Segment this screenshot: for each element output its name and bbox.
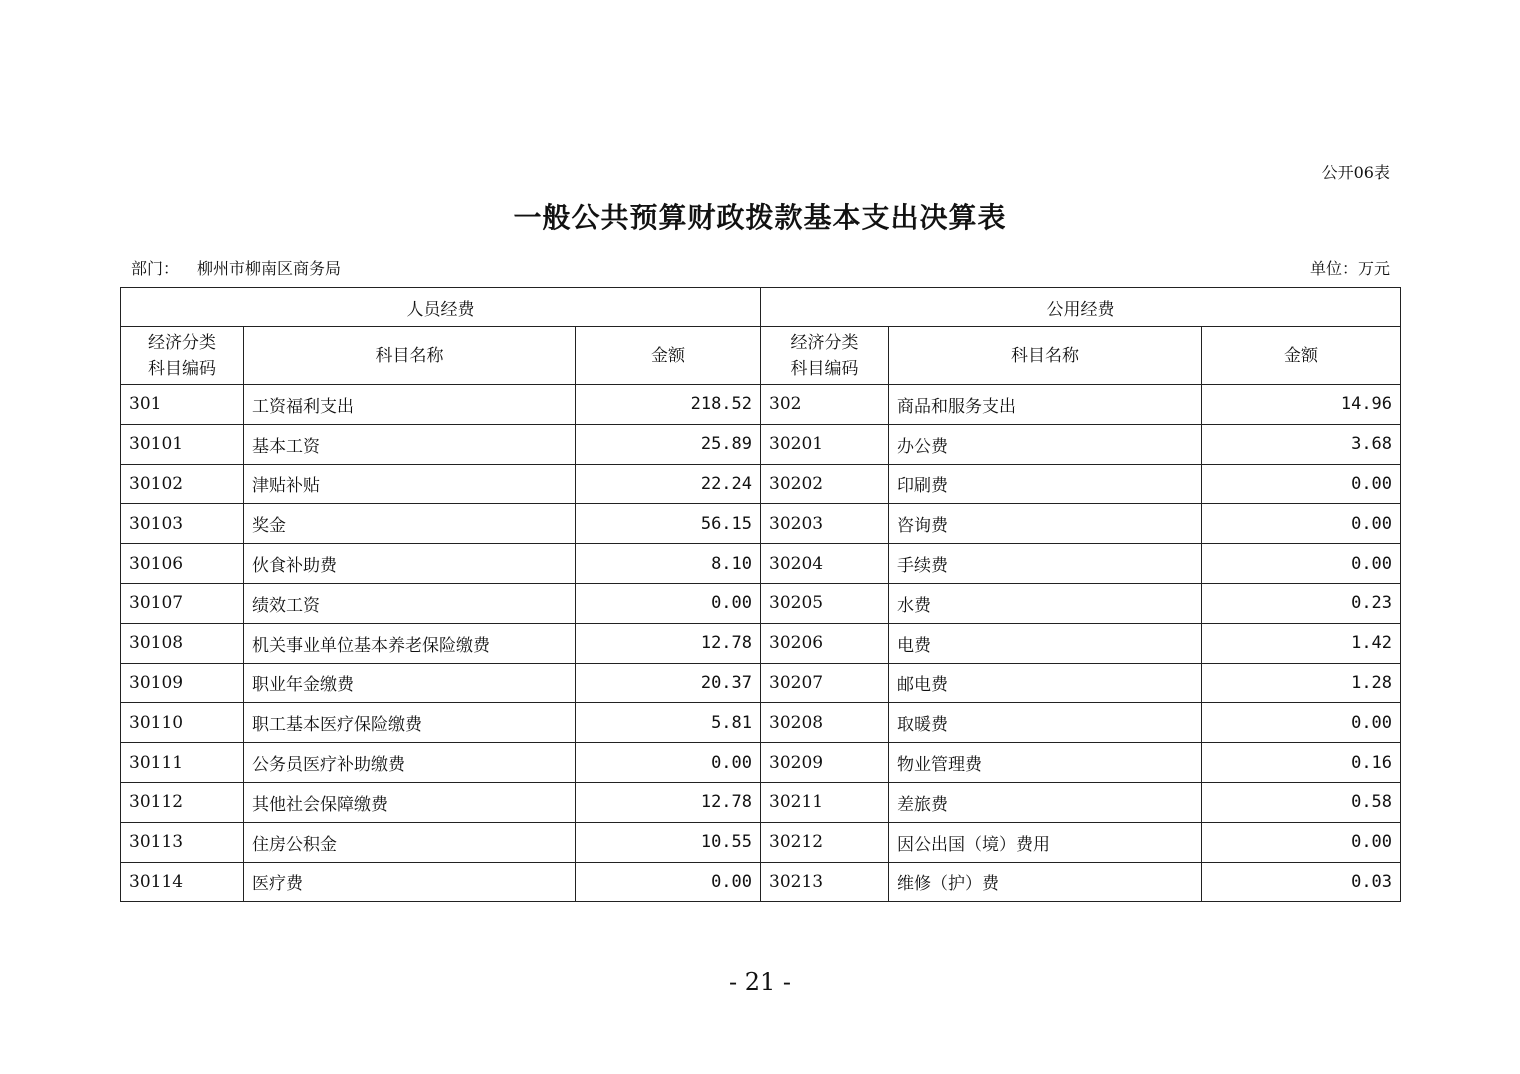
personnel-code-cell: 30110 <box>121 703 244 743</box>
public-code-cell: 30203 <box>761 504 889 544</box>
personnel-amount-cell: 0.00 <box>576 583 761 623</box>
table-row <box>121 385 1401 425</box>
public-code-cell: 30204 <box>761 544 889 584</box>
personnel-amount-cell: 22.24 <box>576 464 761 504</box>
public-code-cell: 30213 <box>761 862 889 902</box>
table-row <box>121 424 1401 464</box>
col-header-code: 经济分类 科目编码 <box>761 327 889 385</box>
page-title: 一般公共预算财政拨款基本支出决算表 <box>513 201 1007 234</box>
col-header-code: 经济分类 科目编码 <box>121 327 244 385</box>
table-row <box>121 504 1401 544</box>
table-row <box>121 663 1401 703</box>
public-name-cell: 商品和服务支出 <box>889 385 1202 425</box>
personnel-amount-cell: 0.00 <box>576 743 761 783</box>
page-number: - 21 - <box>728 968 791 996</box>
personnel-code-cell: 30101 <box>121 424 244 464</box>
personnel-code-cell: 30103 <box>121 504 244 544</box>
form-number: 公开06表 <box>1321 163 1390 182</box>
col-header-amount: 金额 <box>576 327 761 385</box>
personnel-code-cell: 30109 <box>121 663 244 703</box>
public-code-cell: 30212 <box>761 822 889 862</box>
public-amount-cell: 0.00 <box>1202 703 1401 743</box>
public-name-cell: 印刷费 <box>889 464 1202 504</box>
public-code-cell: 30205 <box>761 583 889 623</box>
personnel-name-cell: 职业年金缴费 <box>244 663 576 703</box>
public-name-cell: 因公出国（境）费用 <box>889 822 1202 862</box>
personnel-name-cell: 奖金 <box>244 504 576 544</box>
department-line <box>131 256 341 279</box>
table-row <box>121 544 1401 584</box>
table-row <box>121 623 1401 663</box>
public-name-cell: 差旅费 <box>889 782 1202 822</box>
public-amount-cell: 1.42 <box>1202 623 1401 663</box>
col-header-name: 科目名称 <box>889 327 1202 385</box>
personnel-code-cell: 301 <box>121 385 244 425</box>
public-amount-cell: 0.23 <box>1202 583 1401 623</box>
public-name-cell: 水费 <box>889 583 1202 623</box>
col-header-name: 科目名称 <box>244 327 576 385</box>
table-row <box>121 743 1401 783</box>
public-code-cell: 30201 <box>761 424 889 464</box>
expenditure-table <box>120 287 1401 902</box>
table-row <box>121 862 1401 902</box>
department-name: 柳州市柳南区商务局 <box>197 259 342 278</box>
public-amount-cell: 0.03 <box>1202 862 1401 902</box>
unit-label: 单位：万元 <box>1309 259 1390 278</box>
public-code-cell: 302 <box>761 385 889 425</box>
public-code-cell: 30202 <box>761 464 889 504</box>
public-code-cell: 30208 <box>761 703 889 743</box>
personnel-amount-cell: 5.81 <box>576 703 761 743</box>
personnel-amount-cell: 12.78 <box>576 782 761 822</box>
table-row <box>121 703 1401 743</box>
group-header-personnel: 人员经费 <box>121 288 761 327</box>
personnel-code-cell: 30111 <box>121 743 244 783</box>
group-header-public: 公用经费 <box>761 288 1401 327</box>
table-row <box>121 782 1401 822</box>
personnel-code-cell: 30106 <box>121 544 244 584</box>
personnel-code-cell: 30107 <box>121 583 244 623</box>
personnel-name-cell: 机关事业单位基本养老保险缴费 <box>244 623 576 663</box>
personnel-name-cell: 职工基本医疗保险缴费 <box>244 703 576 743</box>
public-amount-cell: 0.00 <box>1202 464 1401 504</box>
table-row <box>121 822 1401 862</box>
personnel-name-cell: 住房公积金 <box>244 822 576 862</box>
personnel-name-cell: 基本工资 <box>244 424 576 464</box>
public-amount-cell: 0.00 <box>1202 504 1401 544</box>
personnel-amount-cell: 56.15 <box>576 504 761 544</box>
personnel-amount-cell: 8.10 <box>576 544 761 584</box>
public-amount-cell: 1.28 <box>1202 663 1401 703</box>
personnel-name-cell: 公务员医疗补助缴费 <box>244 743 576 783</box>
public-name-cell: 物业管理费 <box>889 743 1202 783</box>
public-name-cell: 维修（护）费 <box>889 862 1202 902</box>
personnel-name-cell: 医疗费 <box>244 862 576 902</box>
public-name-cell: 手续费 <box>889 544 1202 584</box>
personnel-code-cell: 30102 <box>121 464 244 504</box>
personnel-name-cell: 津贴补贴 <box>244 464 576 504</box>
public-name-cell: 邮电费 <box>889 663 1202 703</box>
table-row <box>121 583 1401 623</box>
personnel-name-cell: 绩效工资 <box>244 583 576 623</box>
personnel-amount-cell: 25.89 <box>576 424 761 464</box>
public-amount-cell: 3.68 <box>1202 424 1401 464</box>
department-label: 部门： <box>131 259 180 278</box>
public-amount-cell: 14.96 <box>1202 385 1401 425</box>
public-amount-cell: 0.00 <box>1202 544 1401 584</box>
public-code-cell: 30211 <box>761 782 889 822</box>
personnel-amount-cell: 10.55 <box>576 822 761 862</box>
public-amount-cell: 0.58 <box>1202 782 1401 822</box>
personnel-name-cell: 伙食补助费 <box>244 544 576 584</box>
public-name-cell: 取暖费 <box>889 703 1202 743</box>
personnel-code-cell: 30108 <box>121 623 244 663</box>
public-code-cell: 30207 <box>761 663 889 703</box>
public-code-cell: 30206 <box>761 623 889 663</box>
public-code-cell: 30209 <box>761 743 889 783</box>
public-name-cell: 办公费 <box>889 424 1202 464</box>
public-name-cell: 咨询费 <box>889 504 1202 544</box>
public-name-cell: 电费 <box>889 623 1202 663</box>
table-row <box>121 464 1401 504</box>
personnel-amount-cell: 218.52 <box>576 385 761 425</box>
col-header-amount: 金额 <box>1202 327 1401 385</box>
public-amount-cell: 0.00 <box>1202 822 1401 862</box>
personnel-code-cell: 30112 <box>121 782 244 822</box>
personnel-code-cell: 30114 <box>121 862 244 902</box>
personnel-name-cell: 其他社会保障缴费 <box>244 782 576 822</box>
personnel-code-cell: 30113 <box>121 822 244 862</box>
public-amount-cell: 0.16 <box>1202 743 1401 783</box>
personnel-name-cell: 工资福利支出 <box>244 385 576 425</box>
personnel-amount-cell: 12.78 <box>576 623 761 663</box>
personnel-amount-cell: 0.00 <box>576 862 761 902</box>
personnel-amount-cell: 20.37 <box>576 663 761 703</box>
